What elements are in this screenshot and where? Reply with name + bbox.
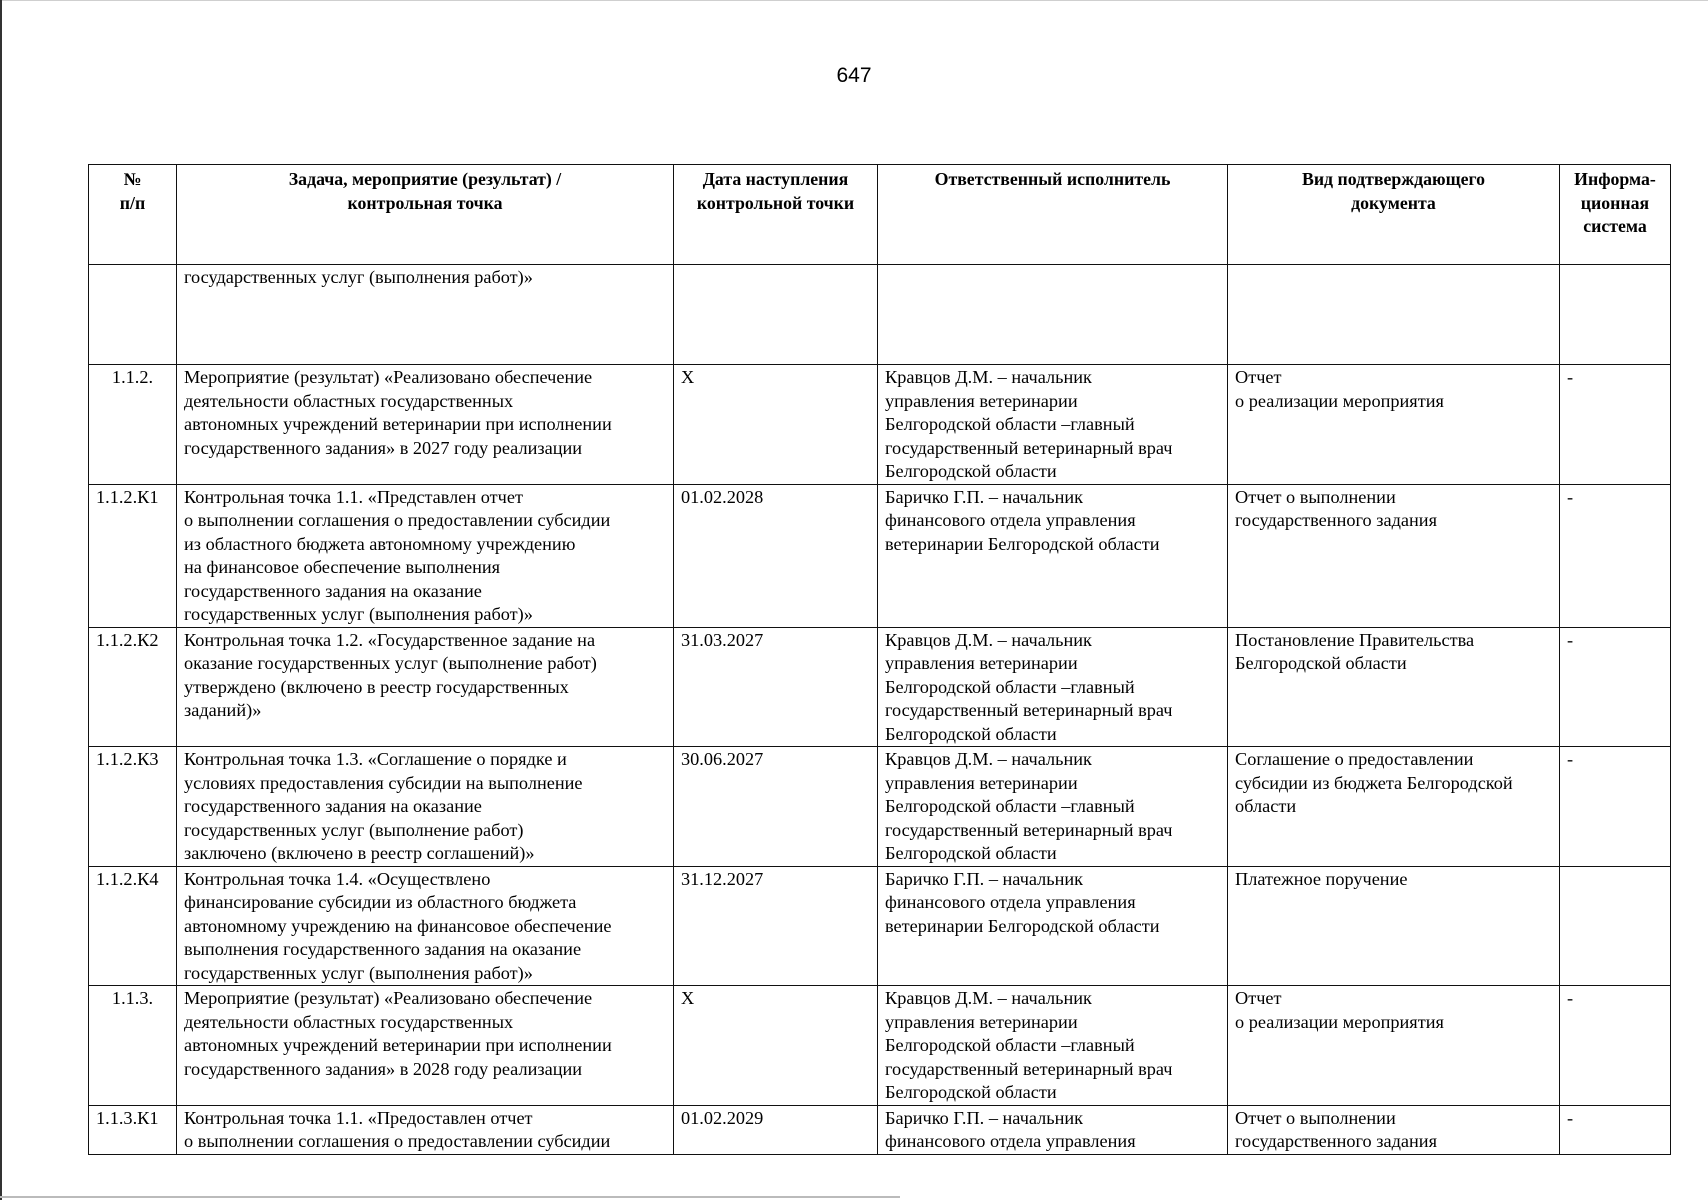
cell-document: Отчет о выполнении государственного задания bbox=[1228, 484, 1560, 627]
cell-document: Постановление Правительства Белгородской области bbox=[1228, 627, 1560, 747]
cell-system: - bbox=[1560, 365, 1671, 485]
cell-responsible: Кравцов Д.М. – начальник управления ветеринарии Белгородской области –главный государственный ветеринарный врач Белгородской области bbox=[878, 986, 1228, 1106]
table-row bbox=[89, 1105, 1671, 1154]
table-row bbox=[89, 866, 1671, 986]
cell-system: - bbox=[1560, 1105, 1671, 1154]
cell-document: Отчет о реализации мероприятия bbox=[1228, 986, 1560, 1106]
cell-responsible: Кравцов Д.М. – начальник управления ветеринарии Белгородской области –главный государственный ветеринарный врач Белгородской области bbox=[878, 365, 1228, 485]
cell-num bbox=[89, 265, 177, 365]
cell-date: Х bbox=[674, 365, 878, 485]
cell-system: - bbox=[1560, 986, 1671, 1106]
scan-edge-bottom bbox=[0, 1196, 900, 1198]
cell-responsible: Кравцов Д.М. – начальник управления ветеринарии Белгородской области –главный государственный ветеринарный врач Белгородской области bbox=[878, 627, 1228, 747]
cell-date: 31.12.2027 bbox=[674, 866, 878, 986]
cell-system bbox=[1560, 866, 1671, 986]
cell-task: Контрольная точка 1.4. «Осуществлено финансирование субсидии из областного бюджета автономному учреждению на финансовое обеспечение выполнения государственного задания на оказание государственных услуг (выполнения работ)» bbox=[177, 866, 674, 986]
cell-num: 1.1.3. bbox=[89, 986, 177, 1106]
table-row bbox=[89, 986, 1671, 1106]
cell-num: 1.1.2.К1 bbox=[89, 484, 177, 627]
cell-num: 1.1.3.К1 bbox=[89, 1105, 177, 1154]
cell-document: Отчет о реализации мероприятия bbox=[1228, 365, 1560, 485]
header-row bbox=[89, 165, 1671, 265]
cell-num: 1.1.2.К4 bbox=[89, 866, 177, 986]
cell-num: 1.1.2.К2 bbox=[89, 627, 177, 747]
cell-system: - bbox=[1560, 747, 1671, 867]
cell-document: Отчет о выполнении государственного задания bbox=[1228, 1105, 1560, 1154]
cell-document: Платежное поручение bbox=[1228, 866, 1560, 986]
table-row bbox=[89, 747, 1671, 867]
cell-responsible: Кравцов Д.М. – начальник управления ветеринарии Белгородской области –главный государственный ветеринарный врач Белгородской области bbox=[878, 747, 1228, 867]
cell-system: - bbox=[1560, 627, 1671, 747]
scan-edge-left bbox=[0, 0, 2, 1200]
scan-edge-top bbox=[0, 0, 1708, 1]
page-number: 647 bbox=[836, 64, 872, 87]
control-points-table bbox=[88, 164, 1671, 1155]
cell-date: Х bbox=[674, 986, 878, 1106]
cell-num: 1.1.2.К3 bbox=[89, 747, 177, 867]
cell-task: Контрольная точка 1.2. «Государственное задание на оказание государственных услуг (выполнение работ) утверждено (включено в реестр государственных заданий)» bbox=[177, 627, 674, 747]
cell-task: Контрольная точка 1.1. «Представлен отчет о выполнении соглашения о предоставлении субсидии из областного бюджета автономному учреждению на финансовое обеспечение выполнения государственного задания на оказание государственных услуг (выполнения работ)» bbox=[177, 484, 674, 627]
cell-document bbox=[1228, 265, 1560, 365]
cell-num: 1.1.2. bbox=[89, 365, 177, 485]
cell-date: 01.02.2028 bbox=[674, 484, 878, 627]
cell-responsible: Баричко Г.П. – начальник финансового отдела управления ветеринарии Белгородской области bbox=[878, 484, 1228, 627]
cell-date: 30.06.2027 bbox=[674, 747, 878, 867]
cell-date: 31.03.2027 bbox=[674, 627, 878, 747]
header-num: № п/п bbox=[89, 165, 177, 265]
cell-task: Контрольная точка 1.1. «Предоставлен отчет о выполнении соглашения о предоставлении субсидии bbox=[177, 1105, 674, 1154]
header-document: Вид подтверждающего документа bbox=[1228, 165, 1560, 265]
cell-task: государственных услуг (выполнения работ)» bbox=[177, 265, 674, 365]
cell-date: 01.02.2029 bbox=[674, 1105, 878, 1154]
cell-system bbox=[1560, 265, 1671, 365]
table-row bbox=[89, 265, 1671, 365]
header-responsible: Ответственный исполнитель bbox=[878, 165, 1228, 265]
cell-task: Мероприятие (результат) «Реализовано обеспечение деятельности областных государственных автономных учреждений ветеринарии при исполнении государственного задания» в 2027 году реализации bbox=[177, 365, 674, 485]
cell-system: - bbox=[1560, 484, 1671, 627]
header-task: Задача, мероприятие (результат) / контрольная точка bbox=[177, 165, 674, 265]
header-date: Дата наступления контрольной точки bbox=[674, 165, 878, 265]
table-row bbox=[89, 365, 1671, 485]
table-row bbox=[89, 484, 1671, 627]
cell-responsible bbox=[878, 265, 1228, 365]
cell-responsible: Баричко Г.П. – начальник финансового отдела управления ветеринарии Белгородской области bbox=[878, 866, 1228, 986]
cell-task: Контрольная точка 1.3. «Соглашение о порядке и условиях предоставления субсидии на выполнение государственного задания на оказание государственных услуг (выполнение работ) заключено (включено в реестр соглашений)» bbox=[177, 747, 674, 867]
table-row bbox=[89, 627, 1671, 747]
cell-task: Мероприятие (результат) «Реализовано обеспечение деятельности областных государственных автономных учреждений ветеринарии при исполнении государственного задания» в 2028 году реализации bbox=[177, 986, 674, 1106]
cell-date bbox=[674, 265, 878, 365]
cell-document: Соглашение о предоставлении субсидии из бюджета Белгородской области bbox=[1228, 747, 1560, 867]
cell-responsible: Баричко Г.П. – начальник финансового отдела управления bbox=[878, 1105, 1228, 1154]
header-system: Информа- ционная система bbox=[1560, 165, 1671, 265]
